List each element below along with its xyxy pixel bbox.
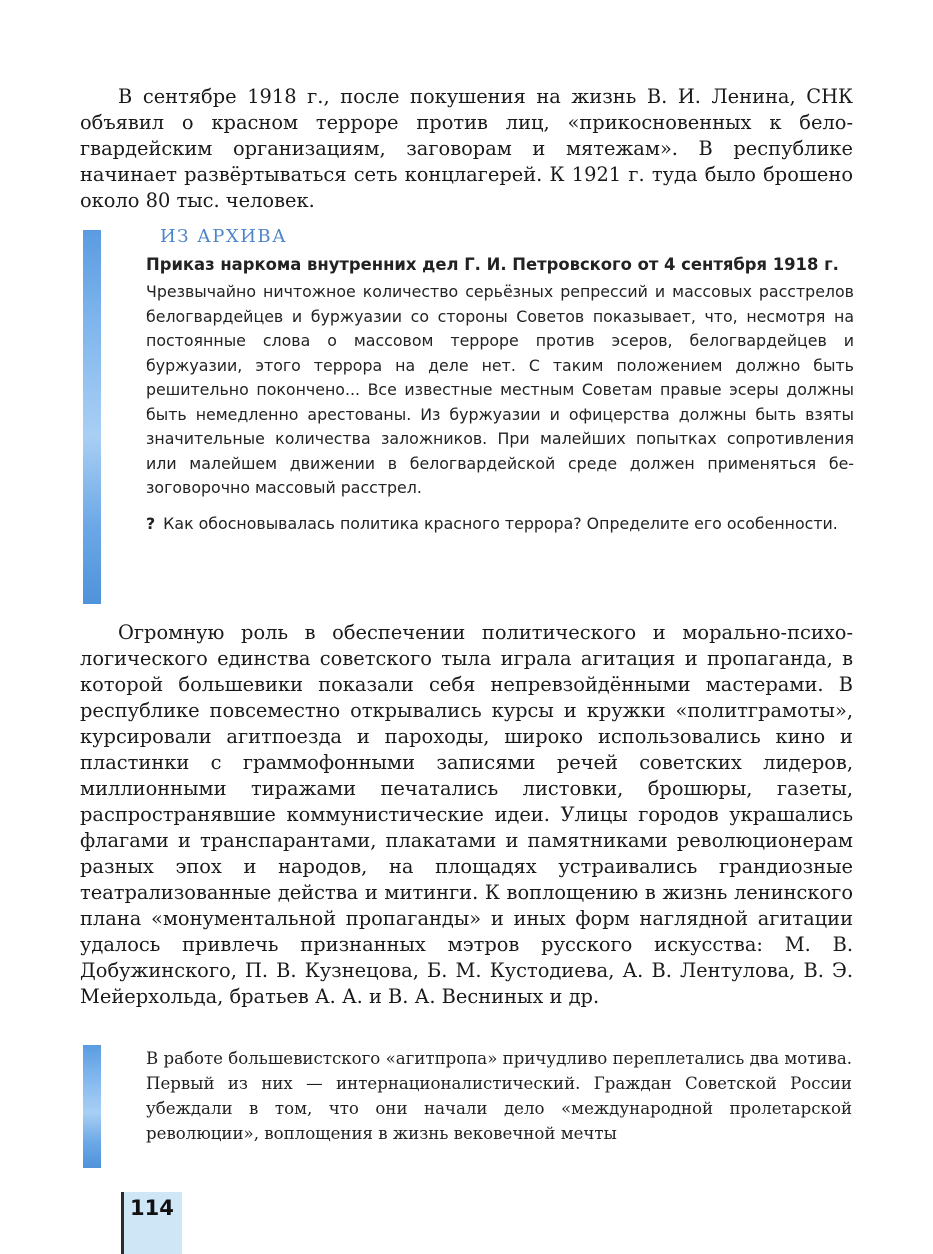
intro-paragraph: В сентябре 1918 г., после покушения на жизнь В. И. Ленина, СНК объявил о красном терроре против лиц, «прикосновенных к белогвардейским организациям, заговорам и мятежам». В республике начинает развёртываться сеть концлагерей. К 1921 г. туда было брошено около 80 тыс. человек. — [80, 85, 853, 212]
page-number-tab — [121, 1192, 182, 1254]
page-number: 114 — [130, 1196, 174, 1220]
body-paragraph: Огромную роль в обеспечении политического и морально-психологического единства советского тыла играла агитация и пропаганда, в которой большевики показали себя непревзойдёнными мастерами. В республике повсеместно открывались курсы и кружки «политграмоты», курсировали агитпоезда и пароходы, широко использовались кино и пластинки с граммофонными записями речей советских лидеров, миллионными тиражами печатались листовки, брошюры, газеты, распространявшие коммунистические идеи. Улицы городов украшались флагами и транспарантами, плакатами и памятниками революционерам разных эпох и народов, на площадях устраивались грандиозные театрализованные действа и митинги. К воплощению в жизнь ленинского плана «монументальной пропаганды» и иных форм наглядной агитации удалось привлечь признанных мэтров русского искусства: М. В. Добужинского, П. В. Кузнецова, Б. М. Кустодиева, А. В. Лентулова, В. Э. Мейерхольда, братьев А. А. и В. А. Весниных и др. — [80, 621, 853, 1008]
archive-question — [146, 511, 854, 536]
archive-text: Чрезвычайно ничтожное количество серьёзных репрессий и массовых расстрелов белогвардейцев и буржуазии со стороны Советов показывает, что, несмотря на постоянные слова о массовом терроре против эсеров, белогвардейцев и буржуазии, этого террора на деле нет. С таким положением должно быть решительно покончено... Все известные местным Советам правые эсеры должны быть немедленно арестованы. Из буржуазии и офицерства должны быть взяты значительные количества заложников. При малейших попытках сопротивления или малейшем движении в белогвардейской среде должен применяться безоговорочно массовый расстрел. — [146, 282, 854, 497]
archive-section — [146, 224, 854, 536]
info-box-side-bar — [83, 1045, 101, 1168]
archive-title: Приказ наркома внутренних дел Г. И. Петровского от 4 сентября 1918 г. — [146, 255, 839, 274]
archive-heading: ИЗ АРХИВА — [160, 226, 288, 247]
info-box-text: В работе большевистского «агитпропа» причудливо переплетались два мотива. Первый из них — интернационалистический. Граждан Советской России убеждали в том, что они начали дело «международной пролетарской революции», воплощения в жизнь вековечной мечты — [146, 1049, 852, 1143]
question-icon: ? — [146, 513, 156, 533]
archive-side-bar — [83, 230, 101, 604]
archive-question-text: Как обосновывалась политика красного террора? Определите его особенности. — [163, 513, 838, 533]
